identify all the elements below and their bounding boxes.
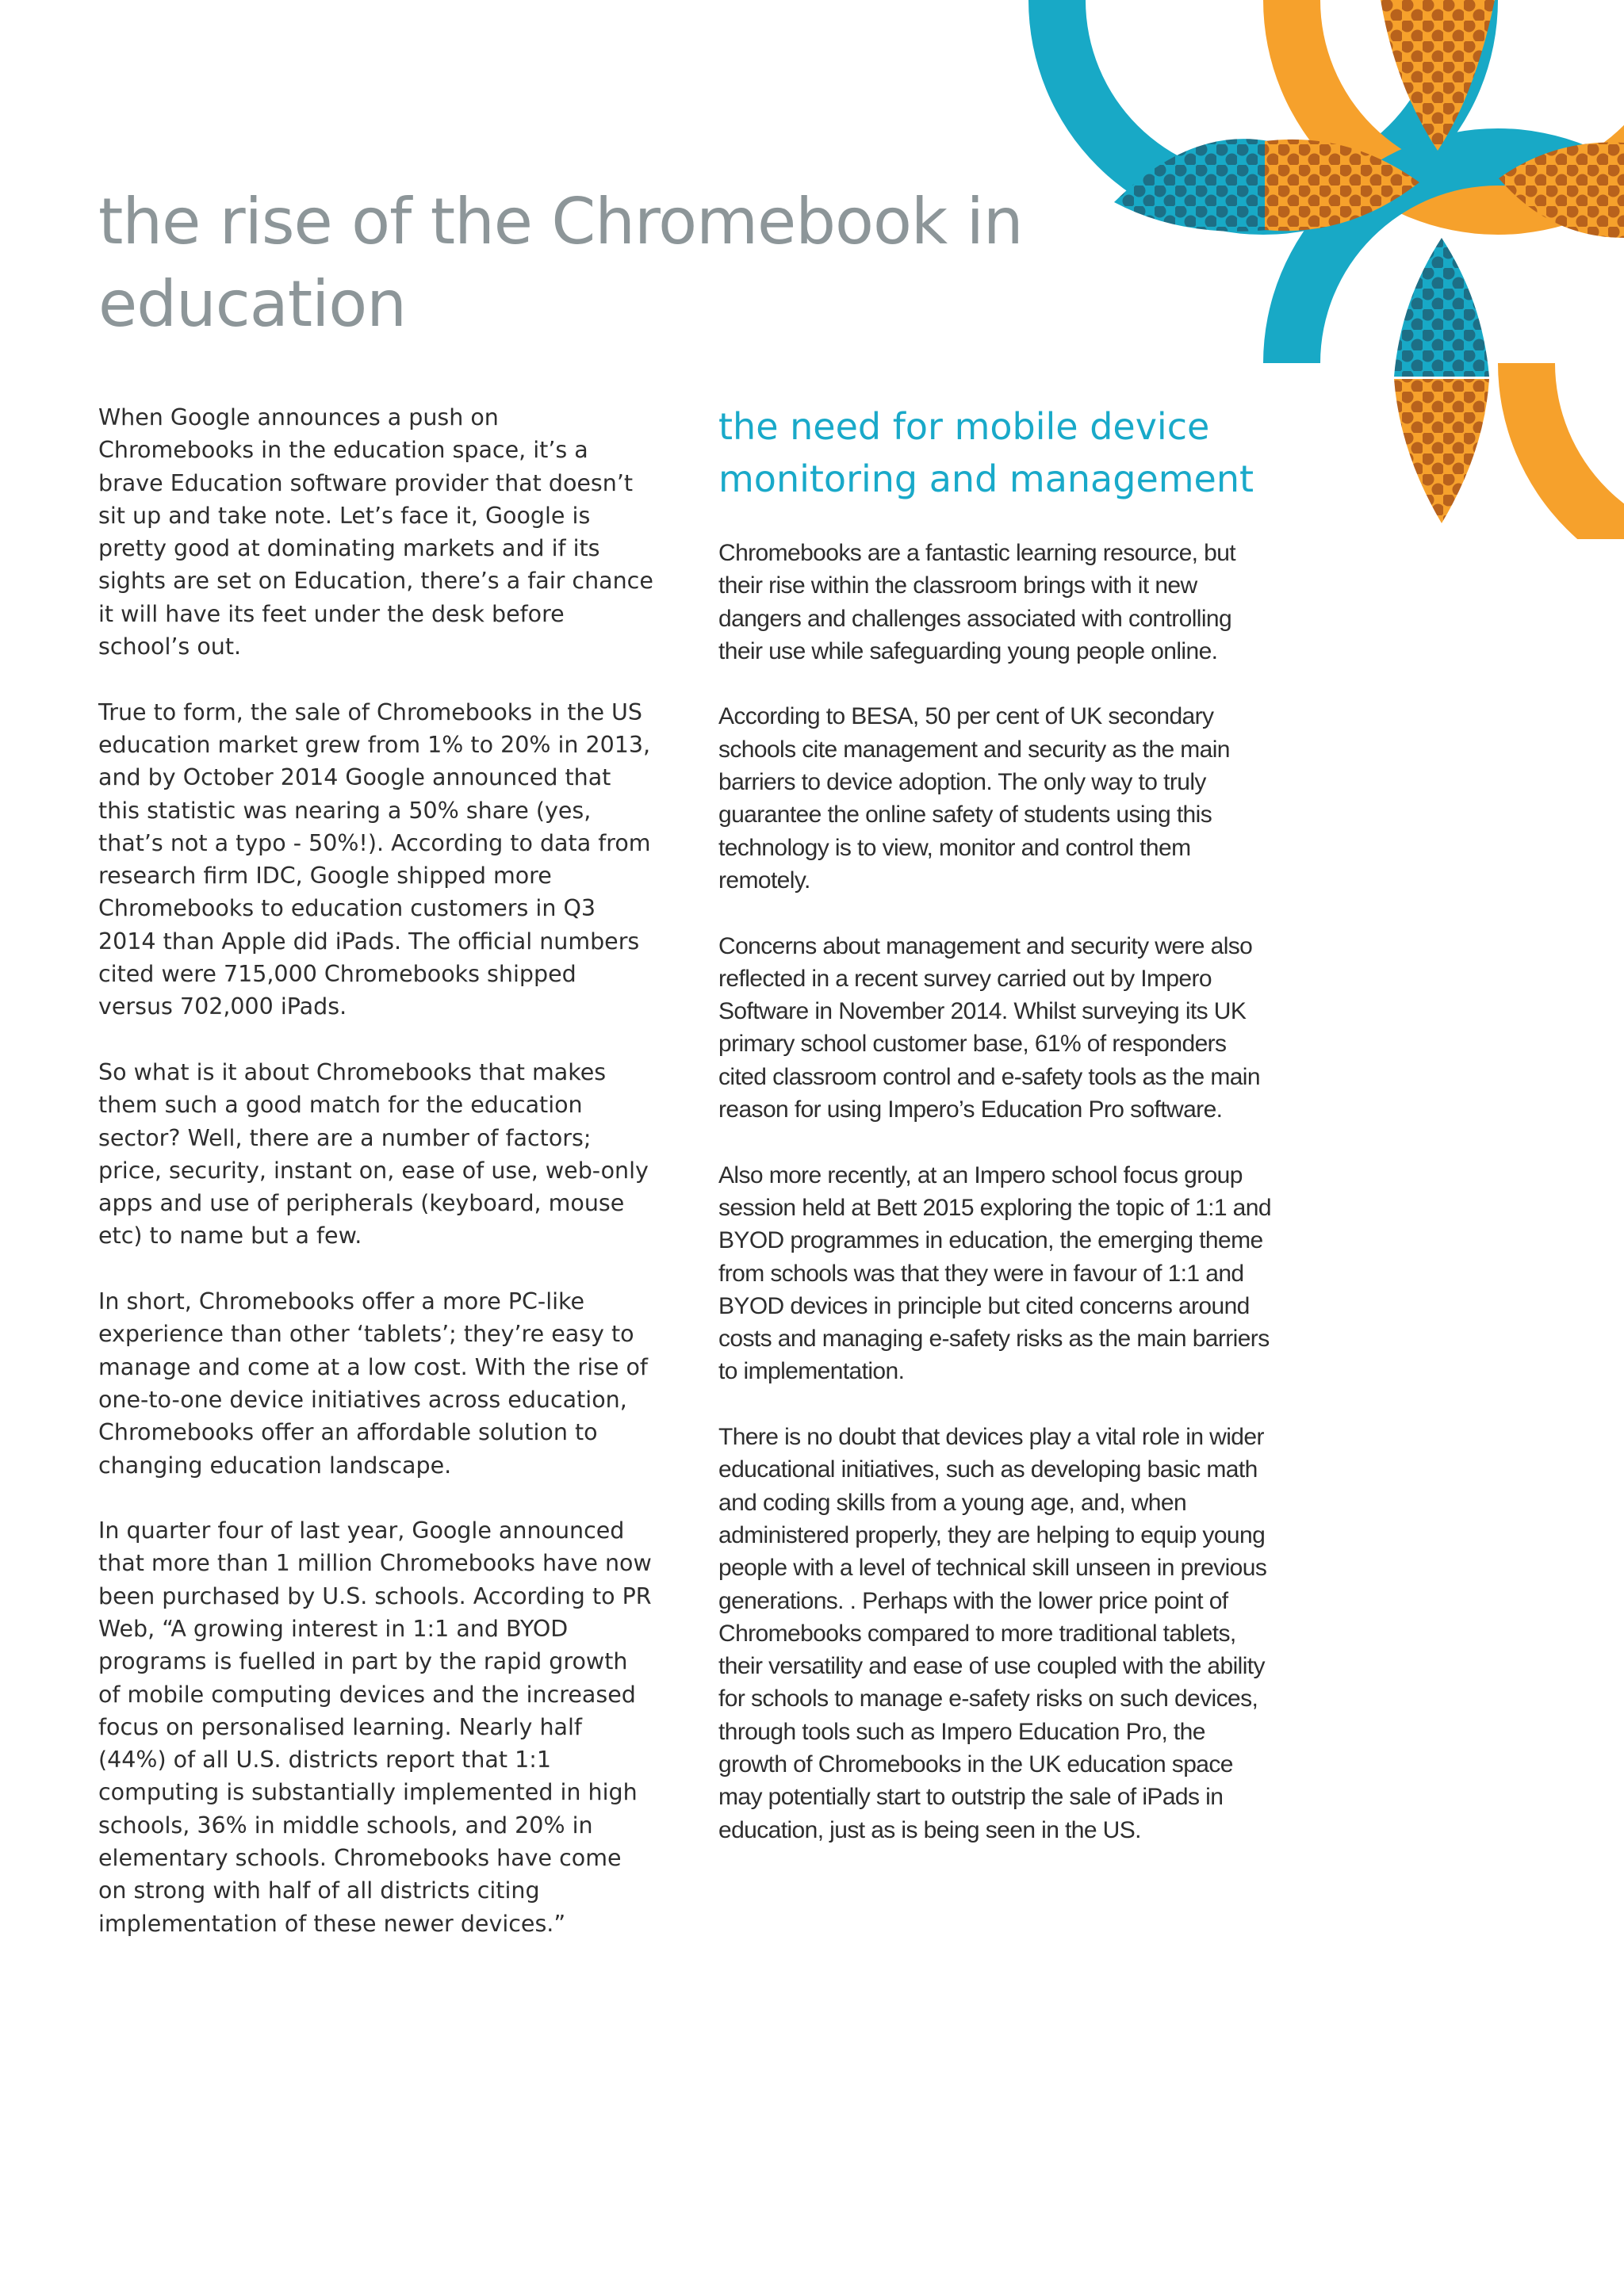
dotted-orange-lens-lower [1394,379,1489,523]
body-paragraph: In quarter four of last year, Google announced that more than 1 million Chromebooks have now been purchased by U.S. schools. According to PR Web, “A growing interest in 1:1 and BYOD programs is fuelled in part by the rapid growth of mobile computing devices and the increased focus on personalised learning. Nearly half (44%) of all U.S. districts report that 1:1 computing is substantially implemented in high schools, 36% in middle schools, and 20% in elementary schools. Chromebooks have come on strong with half of all districts citing implementation of these newer devices.” [98,1517,652,1937]
left-column [98,401,653,1973]
body-paragraph: When Google announces a push on Chromebooks in the education space, it’s a brave Education software provider that doesn’t sit up and take note. Let’s face it, Google is pretty good at dominating markets and if its sights are set on Education, there’s a fair chance it will have its feet under the desk before school’s out. [98,404,653,660]
page-title: the rise of the Chromebook in education [98,185,1023,341]
section-heading: the need for mobile device monitoring and management [718,405,1254,500]
orange-ring-arc-bottom [1498,363,1624,539]
dotted-teal-lens-vertical [1394,238,1489,377]
right-column [718,400,1274,1879]
body-paragraph: Concerns about management and security were also reflected in a recent survey carried out by Impero Software in November 2014. Whilst surveying its UK primary school customer base, 61% of responders cited classroom control and e-safety tools as the main reason for using Impero’s Education Pro software. [718,932,1260,1123]
body-paragraph: So what is it about Chromebooks that makes them such a good match for the education sector? Well, there are a number of factors; price, security, instant on, ease of use, web-only apps and use of peripherals (keyboard, mouse etc) to name but a few. [98,1058,649,1249]
body-paragraph: Also more recently, at an Impero school focus group session held at Bett 2015 exploring the topic of 1:1 and BYOD programmes in education, the emerging theme from schools was that they were in favour of 1:1 and BYOD devices in principle but cited concerns around costs and managing e-safety risks as the main barriers to implementation. [718,1161,1271,1385]
body-paragraph: True to form, the sale of Chromebooks in the US education market grew from 1% to 20% in 2013, and by October 2014 Google announced that this statistic was nearing a 50% share (yes, that’s not a typo - 50%!). According to data from research firm IDC, Google shipped more Chromebooks to education customers in Q3 2014 than Apple did iPads. The official numbers cited were 715,000 Chromebooks shipped versus 702,000 iPads. [98,698,651,1020]
body-paragraph: According to BESA, 50 per cent of UK secondary schools cite management and security as the main barriers to device adoption. The only way to truly guarantee the online safety of students using this technology is to view, monitor and control them remotely. [718,703,1230,894]
body-paragraph: There is no doubt that devices play a vital role in wider educational initiatives, such as developing basic math and coding skills from a young age, and, when administered properly, they are helping to equip young people with a level of technical skill unseen in previous generations. . Perhaps with the lower price point of Chromebooks compared to more traditional tablets, their versatility and ease of use coupled with the ability for schools to manage e-safety risks on such devices, through tools such as Impero Education Pro, the growth of Chromebooks in the UK education space may potentially start to outstrip the sale of iPads in education, just as is being seen in the US. [718,1424,1267,1843]
body-paragraph: In short, Chromebooks offer a more PC-like experience than other ‘tablets’; they’re easy to manage and come at a low cost. With the rise of one-to-one device initiatives across education, Chromebooks offer an affordable solution to changing education landscape. [98,1288,648,1479]
body-paragraph: Chromebooks are a fantastic learning resource, but their rise within the classroom brings with it new dangers and challenges associated with controlling their use while safeguarding young people online. [718,540,1236,664]
